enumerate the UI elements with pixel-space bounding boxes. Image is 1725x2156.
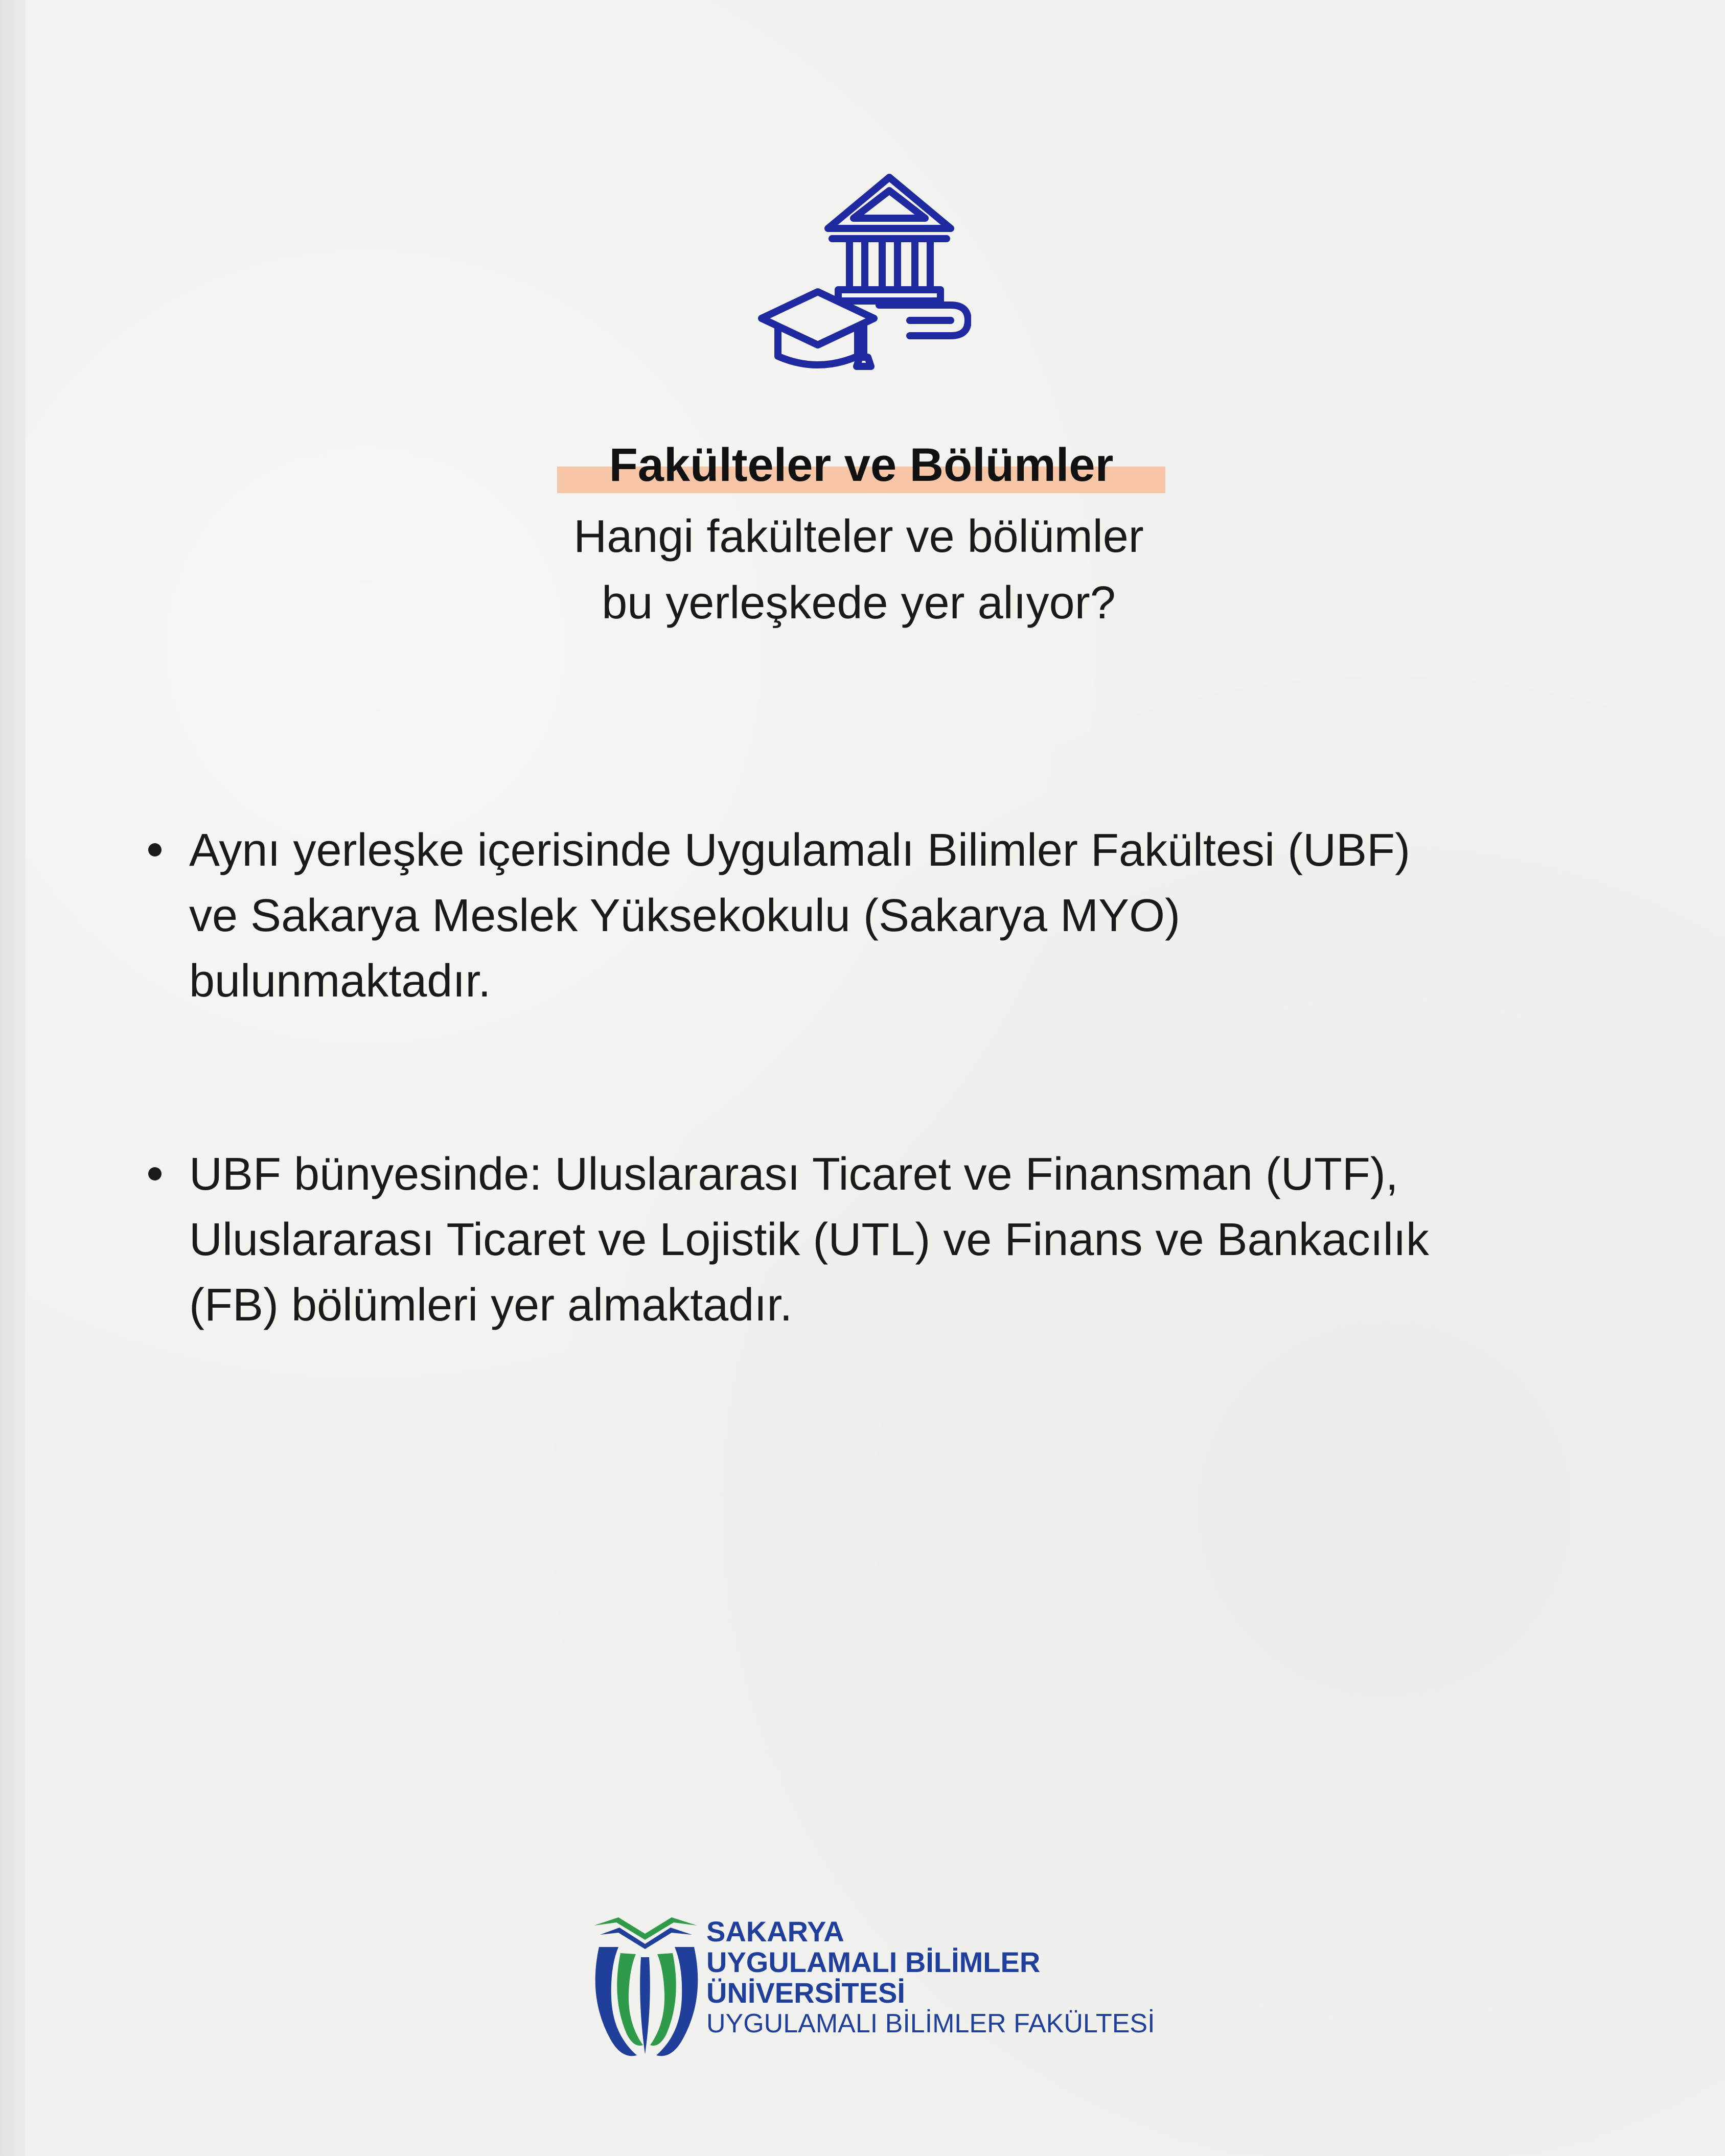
paper-edge	[0, 0, 26, 2156]
logo-line-1: SAKARYA	[706, 1915, 844, 1948]
subtitle-line-1: Hangi fakülteler ve bölümler	[573, 511, 1144, 562]
logo-line-4: UYGULAMALI BİLİMLER FAKÜLTESİ	[706, 2009, 1155, 2038]
bullet-line: Uluslararası Ticaret ve Lojistik (UTL) ve Finans ve Bankacılık	[189, 1214, 1429, 1265]
bullet-list	[138, 818, 1492, 1338]
bullet-line: bulunmaktadır.	[189, 956, 491, 1007]
logo-line-3: ÜNİVERSİTESİ	[706, 1977, 905, 2009]
page-title: Fakülteler ve Bölümler	[609, 439, 1114, 491]
bullet-line: (FB) bölümleri yer almaktadır.	[189, 1280, 793, 1331]
university-logo	[588, 1911, 1155, 2059]
logo-text	[706, 1915, 1155, 2039]
bullet-dot-icon	[148, 843, 162, 856]
subtitle-line-2: bu yerleşkede yer alıyor?	[602, 577, 1116, 629]
bullet-line: ve Sakarya Meslek Yüksekokulu (Sakarya MYO)	[189, 890, 1181, 941]
bullet-line: UBF bünyesinde: Uluslararası Ticaret ve Finansman (UTF),	[189, 1149, 1398, 1200]
bullet-item-campus	[138, 818, 1492, 1014]
university-graduation-icon	[756, 171, 971, 386]
logo-line-2: UYGULAMALI BİLİMLER	[706, 1946, 1041, 1978]
bullet-line: Aynı yerleşke içerisinde Uygulamalı Bilimler Fakültesi (UBF)	[189, 825, 1411, 876]
title-block	[557, 437, 1165, 493]
subtitle	[460, 503, 1257, 636]
university-logo-icon	[588, 1911, 705, 2059]
bullet-dot-icon	[148, 1167, 162, 1180]
bullet-item-departments	[138, 1142, 1492, 1338]
